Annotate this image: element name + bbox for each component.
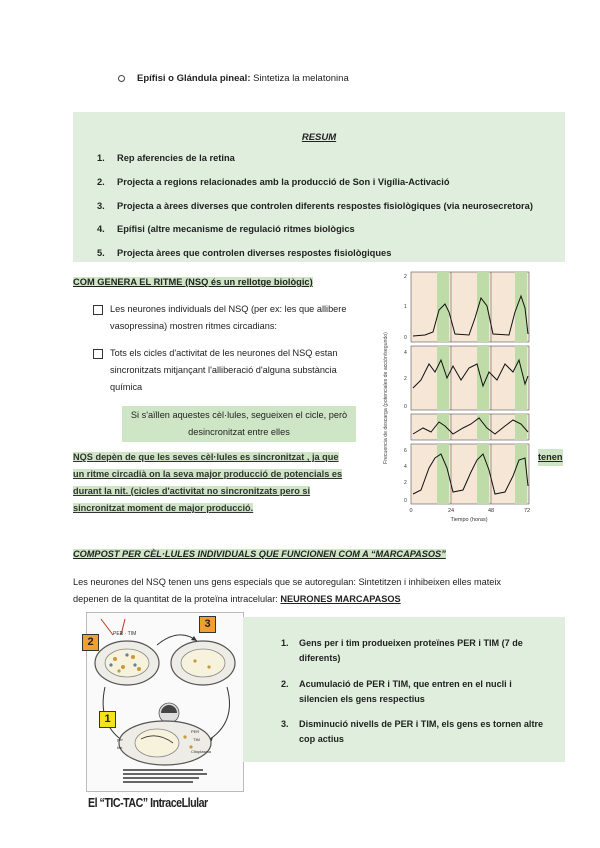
chart-ylabel: Frecuencia de descarga (potenciales de acción/segundo) — [383, 332, 389, 464]
check2-line-c: química — [110, 382, 143, 392]
steps-box — [243, 617, 565, 762]
ritme-heading: COM GENERA EL RITME (NSQ és un rellotge biològic) — [73, 277, 313, 287]
resum-item: 3. Projecta a àrees diverses que controlen diferents respostes fisiològiques (via neurosecretora) — [97, 201, 533, 211]
resum-item: 1. Rep aferencies de la retina — [97, 153, 235, 163]
badge-3: 3 — [199, 616, 216, 633]
resum-item: 2. Projecta a regions relacionades amb la producció de Son i Vigília-Activació — [97, 177, 450, 187]
isolation-note-a: Si s'aïllen aquestes cèl·lules, segueixen el cicle, però — [130, 410, 348, 420]
isolation-note — [122, 406, 356, 442]
sync-line-c: durant la nit. (cicles d'activitat no sincronitzats pero si — [73, 486, 311, 496]
marcapasos-line-b: depenen de la quantitat de la proteïna intracelular: NEURONES MARCAPASOS — [73, 594, 401, 604]
resum-item: 4. Epífisi (altre mecanisme de regulació ritmes biològics — [97, 224, 355, 234]
tic-tac-figure — [86, 612, 244, 792]
resum-box — [73, 112, 565, 262]
svg-text:Citoplasma: Citoplasma — [191, 749, 212, 754]
check1-line-b: vasopressina) mostren ritmes circadians: — [110, 321, 277, 331]
ytick: 1 — [404, 304, 407, 310]
svg-text:tim: tim — [117, 745, 123, 750]
xtick: 24 — [447, 508, 455, 514]
step-item: 1. Gens per i tim produeixen proteïnes PER i TIM (7 de diferents) — [281, 638, 523, 663]
chart-xlabel: Tiempo (horas) — [450, 517, 488, 523]
step-item: 3. Disminució nivells de PER i TIM, els gens es tornen altre cop actius — [281, 719, 544, 744]
ytick: 2 — [404, 376, 407, 382]
resum-title: RESUM — [301, 132, 337, 143]
svg-text:TIM: TIM — [193, 737, 200, 742]
ytick: 0 — [404, 335, 407, 341]
sync-line-b: un ritme circadià on la seva major producció de potencials es — [73, 469, 343, 479]
step-item: 2. Acumulació de PER i TIM, que entren en el nucli i silencien els gens respectius — [281, 679, 512, 704]
figure-caption: El “TIC-TAC” IntraceLlular — [88, 795, 208, 810]
pineal-desc: Sintetiza la melatonina — [250, 73, 349, 84]
ytick: 4 — [404, 350, 407, 356]
panel-4 — [411, 444, 529, 504]
xtick: 72 — [523, 508, 531, 514]
ytick: 4 — [404, 464, 407, 470]
xtick: 48 — [487, 508, 495, 514]
badge-1: 1 — [99, 711, 116, 728]
ytick: 0 — [404, 498, 407, 504]
badge-2: 2 — [82, 634, 99, 651]
marcapasos-line-a: Les neurones del NSQ tenen uns gens especials que se autoregulan: Sintetitzen i inhibeixen elles mateix — [73, 577, 501, 587]
sync-paragraph — [73, 449, 342, 517]
svg-text:PER · TIM: PER · TIM — [113, 631, 137, 637]
circle-bullet-icon — [118, 75, 125, 82]
ytick: 2 — [404, 480, 407, 486]
isolation-note-b: desincronitzat entre elles — [188, 427, 290, 437]
xtick: 0 — [409, 508, 413, 514]
checkbox-2[interactable] — [93, 349, 103, 359]
ytick: 0 — [404, 404, 407, 410]
check2-line-b: sincronitzats mitjançant l'alliberació d'alguna substància — [110, 365, 337, 375]
svg-text:per: per — [117, 737, 123, 742]
panel-1 — [411, 272, 529, 342]
marcapasos-heading: COMPOST PER CÈL·LULES INDIVIDUALS QUE FUNCIONEN COM A “MARCAPASOS” — [73, 549, 446, 559]
panel-2 — [411, 346, 529, 410]
pineal-bullet — [118, 73, 349, 84]
pineal-term: Epífisi o Glándula pineal: — [137, 73, 251, 84]
firing-rate-svg — [373, 268, 535, 530]
sync-line-d: sincronitzat moment de major producció. — [73, 503, 254, 513]
resum-item: 5. Projecta àrees que controlen diverses respostes fisiològiques — [97, 248, 392, 258]
check1-line-a: Les neurones individuals del NSQ (per ex: les que allibere — [110, 304, 347, 314]
checkbox-1[interactable] — [93, 305, 103, 315]
panel-3 — [411, 414, 529, 440]
ytick: 6 — [404, 448, 407, 454]
sync-line-tail: tenen — [538, 449, 563, 466]
ytick: 2 — [404, 274, 407, 280]
marcapasos-term: NEURONES MARCAPASOS — [280, 594, 401, 604]
tic-tac-svg — [87, 613, 243, 791]
sync-line-a: NQS depèn de que les seves cèl·lules es sincronitzat , ja que — [73, 452, 339, 462]
check2-line-a: Tots els cicles d'activitat de les neurones del NSQ estan — [110, 348, 338, 358]
svg-text:PER: PER — [191, 729, 200, 734]
firing-rate-chart — [373, 268, 535, 530]
